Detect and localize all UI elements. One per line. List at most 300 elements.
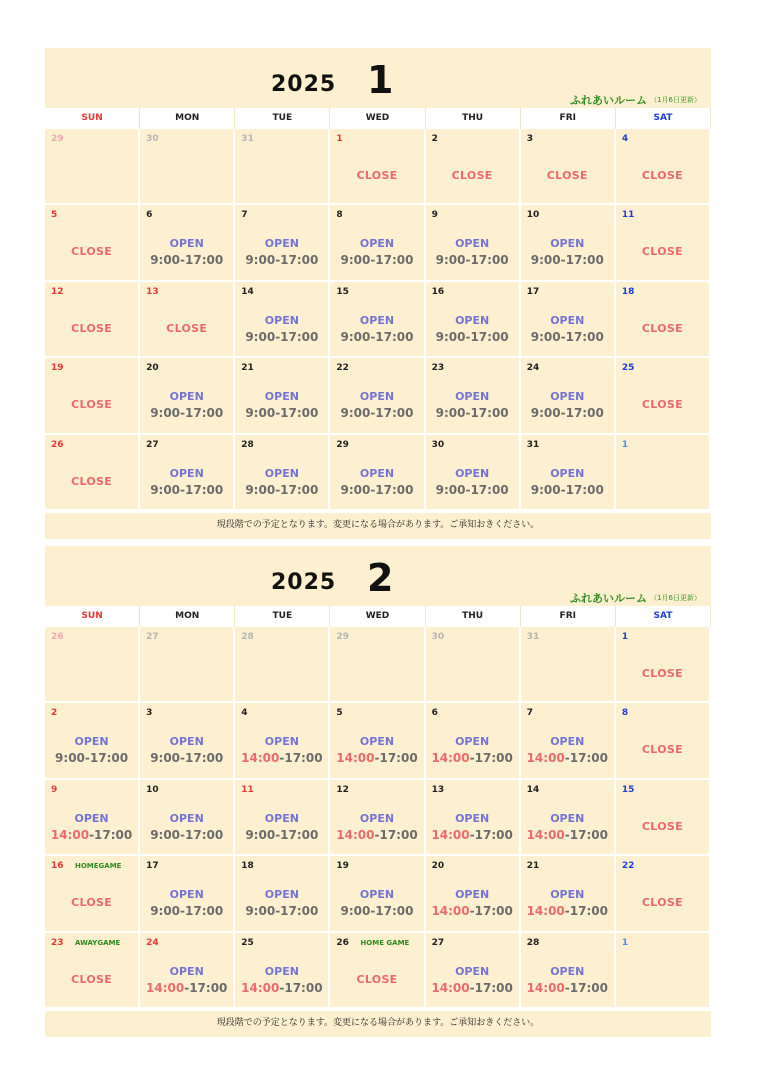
day-number: 13: [146, 286, 159, 297]
status-open: OPEN: [550, 888, 585, 902]
status-open: OPEN: [550, 237, 585, 251]
hours-start: 9:00: [340, 406, 371, 421]
status-close: CLOSE: [641, 743, 683, 757]
day-number: 20: [431, 861, 445, 872]
status-open: OPEN: [550, 313, 585, 327]
opening-hours: [235, 406, 328, 420]
status-open: OPEN: [359, 313, 395, 327]
day-cell: [140, 933, 235, 1009]
hours-end: -17:00: [275, 827, 319, 842]
status-open: OPEN: [169, 888, 204, 902]
hours-start: 14:00: [146, 980, 185, 995]
day-number: 10: [526, 210, 540, 221]
day-cell: [616, 856, 711, 932]
hours-end: -17:00: [180, 827, 224, 842]
status-close: CLOSE: [356, 972, 398, 986]
opening-hours: [521, 751, 614, 765]
status-close: CLOSE: [71, 896, 113, 910]
day-number: 1: [621, 937, 629, 948]
day-cell: [45, 856, 140, 932]
calendar-january: [45, 48, 711, 539]
hours-end: -17:00: [465, 253, 509, 268]
status-open: OPEN: [455, 811, 490, 825]
hours-end: -17:00: [180, 751, 224, 766]
hours-start: 9:00: [530, 329, 561, 344]
opening-hours: [45, 751, 138, 765]
hours-start: 14:00: [336, 751, 375, 766]
day-number: 27: [431, 937, 445, 948]
day-number: 11: [241, 784, 254, 795]
status-close: CLOSE: [71, 321, 113, 335]
hours-start: 14:00: [431, 751, 470, 766]
day-number: 15: [336, 286, 349, 297]
hours-end: -17:00: [465, 482, 509, 497]
opening-hours: [330, 751, 423, 765]
status-close: CLOSE: [641, 896, 683, 910]
day-cell: [616, 129, 711, 205]
day-number: 5: [336, 708, 343, 719]
day-cell: [45, 129, 140, 205]
hours-start: 9:00: [245, 329, 276, 344]
status-close: CLOSE: [71, 245, 113, 259]
status-open: OPEN: [550, 811, 585, 825]
hours-end: -17:00: [560, 406, 604, 421]
status-close: CLOSE: [641, 667, 683, 680]
day-number: 29: [336, 439, 349, 450]
hours-start: 14:00: [431, 980, 470, 995]
day-cell: [140, 282, 235, 358]
status-open: OPEN: [550, 390, 585, 404]
hours-end: -17:00: [370, 329, 414, 344]
status-open: OPEN: [169, 466, 204, 480]
day-cell: [521, 205, 616, 281]
status-open: OPEN: [264, 313, 299, 327]
day-number: 28: [241, 632, 254, 642]
status-open: OPEN: [359, 811, 395, 825]
status-close: CLOSE: [451, 169, 493, 182]
hours-start: 14:00: [241, 980, 280, 995]
day-number: 19: [51, 363, 64, 374]
status-open: OPEN: [74, 735, 109, 749]
day-number: 17: [526, 286, 540, 297]
opening-hours: [235, 751, 328, 765]
status-open: OPEN: [455, 390, 490, 404]
hours-start: 9:00: [150, 904, 181, 919]
day-number: 4: [621, 134, 629, 144]
opening-hours: [140, 406, 233, 420]
weekday-sat: SAT: [616, 606, 711, 627]
weekday-tue: TUE: [235, 108, 330, 129]
hours-end: -17:00: [564, 827, 608, 842]
day-grid: [45, 129, 711, 511]
hours-end: -17:00: [89, 827, 133, 842]
footer-note: 現段階での予定となります。変更になる場合があります。ご承知おきください。: [45, 511, 711, 537]
status-open: OPEN: [264, 888, 299, 902]
day-cell: [330, 435, 425, 511]
day-cell: [235, 282, 330, 358]
status-close: CLOSE: [356, 169, 398, 182]
opening-hours: [140, 751, 233, 765]
day-cell: [330, 282, 425, 358]
day-number: 24: [526, 363, 540, 374]
month-label: 2: [367, 556, 394, 600]
day-cell: [45, 703, 140, 779]
day-number: 25: [241, 937, 254, 948]
day-cell: [616, 358, 711, 434]
day-number: 27: [146, 632, 159, 642]
day-number: 8: [621, 708, 629, 719]
day-cell: [616, 435, 711, 511]
status-open: OPEN: [169, 390, 204, 404]
day-number: 31: [526, 439, 540, 450]
hours-start: 9:00: [150, 253, 181, 268]
day-number: 24: [146, 937, 159, 948]
opening-hours: [140, 483, 233, 497]
hours-end: -17:00: [469, 827, 513, 842]
weekday-wed: WED: [330, 108, 425, 129]
day-cell: [235, 703, 330, 779]
status-close: CLOSE: [71, 972, 113, 986]
hours-end: -17:00: [275, 406, 319, 421]
calendar-february: [45, 546, 711, 1037]
day-number: 5: [51, 210, 58, 221]
day-number: 4: [241, 708, 248, 719]
day-number: 16: [431, 286, 445, 297]
day-number: 28: [241, 439, 254, 450]
day-number: 18: [241, 861, 254, 872]
day-cell: [426, 129, 521, 205]
status-close: CLOSE: [641, 169, 683, 182]
day-number: 15: [621, 784, 635, 795]
hours-start: 14:00: [336, 827, 375, 842]
status-open: OPEN: [455, 237, 490, 251]
hours-start: 9:00: [340, 329, 371, 344]
hours-start: 9:00: [435, 482, 466, 497]
hours-start: 14:00: [526, 827, 565, 842]
opening-hours: [330, 483, 423, 497]
day-cell: [140, 780, 235, 856]
month-label: 1: [367, 58, 394, 102]
hours-start: 9:00: [150, 482, 181, 497]
day-number: 17: [146, 861, 159, 872]
day-number: 25: [621, 363, 635, 374]
day-number: 2: [431, 134, 438, 144]
day-cell: [330, 703, 425, 779]
room-name: ふれあいルーム: [570, 94, 647, 107]
status-open: OPEN: [359, 466, 395, 480]
day-number: 14: [526, 784, 540, 795]
hours-end: -17:00: [370, 482, 414, 497]
day-cell: [616, 205, 711, 281]
status-open: OPEN: [455, 888, 490, 902]
day-cell: [330, 358, 425, 434]
status-open: OPEN: [169, 735, 204, 749]
hours-end: -17:00: [469, 904, 513, 919]
weekday-tue: TUE: [235, 606, 330, 627]
day-cell: [45, 933, 140, 1009]
hours-end: -17:00: [564, 904, 608, 919]
opening-hours: [426, 828, 519, 842]
status-open: OPEN: [455, 735, 490, 749]
hours-start: 14:00: [526, 980, 565, 995]
status-open: OPEN: [550, 466, 585, 480]
weekday-header: [45, 108, 711, 129]
opening-hours: [426, 981, 519, 995]
weekday-fri: FRI: [521, 108, 616, 129]
day-number: 12: [51, 286, 64, 297]
year-label: 2025: [271, 570, 337, 595]
day-cell: [521, 627, 616, 703]
hours-start: 9:00: [340, 904, 371, 919]
day-cell: [521, 129, 616, 205]
day-number: 14: [241, 286, 254, 297]
event-label: HOME GAME: [360, 938, 410, 947]
day-number: 28: [526, 937, 540, 948]
room-name: ふれあいルーム: [570, 592, 647, 605]
day-number: 11: [621, 210, 635, 221]
opening-hours: [235, 330, 328, 344]
day-grid: [45, 627, 711, 1009]
hours-end: -17:00: [465, 406, 509, 421]
day-number: 2: [51, 708, 58, 719]
hours-end: -17:00: [180, 904, 224, 919]
year-label: 2025: [271, 72, 337, 97]
weekday-mon: MON: [140, 606, 235, 627]
day-number: 19: [336, 861, 349, 872]
hours-start: 14:00: [431, 827, 470, 842]
hours-end: -17:00: [560, 253, 604, 268]
opening-hours: [521, 253, 614, 267]
hours-end: -17:00: [184, 980, 228, 995]
day-number: 9: [51, 784, 58, 795]
day-number: 1: [621, 439, 629, 450]
opening-hours: [521, 904, 614, 918]
opening-hours: [235, 483, 328, 497]
hours-start: 9:00: [530, 482, 561, 497]
day-cell: [330, 780, 425, 856]
hours-start: 9:00: [245, 482, 276, 497]
event-label: HOMEGAME: [75, 862, 122, 871]
day-cell: [140, 358, 235, 434]
day-cell: [616, 282, 711, 358]
hours-end: -17:00: [275, 482, 319, 497]
day-cell: [521, 282, 616, 358]
day-number: 12: [336, 784, 349, 795]
day-cell: [140, 627, 235, 703]
day-number: 13: [431, 784, 445, 795]
hours-start: 14:00: [526, 904, 565, 919]
opening-hours: [426, 904, 519, 918]
day-cell: [330, 933, 425, 1009]
opening-hours: [140, 981, 233, 995]
day-cell: [426, 856, 521, 932]
day-number: 1: [336, 134, 343, 144]
day-cell: [426, 435, 521, 511]
day-cell: [235, 129, 330, 205]
hours-end: -17:00: [374, 827, 418, 842]
opening-hours: [521, 828, 614, 842]
day-number: 10: [146, 784, 159, 795]
day-cell: [426, 780, 521, 856]
day-number: 3: [526, 134, 533, 144]
day-cell: [521, 856, 616, 932]
weekday-thu: THU: [426, 108, 521, 129]
status-open: OPEN: [455, 964, 490, 978]
calendar-header: [45, 48, 711, 108]
day-cell: [616, 627, 711, 703]
opening-hours: [235, 981, 328, 995]
hours-end: -17:00: [180, 406, 224, 421]
status-open: OPEN: [264, 964, 299, 978]
status-open: OPEN: [550, 735, 585, 749]
day-cell: [521, 703, 616, 779]
day-cell: [45, 205, 140, 281]
status-close: CLOSE: [166, 321, 208, 335]
day-cell: [426, 282, 521, 358]
hours-end: -17:00: [275, 329, 319, 344]
opening-hours: [235, 828, 328, 842]
day-cell: [330, 205, 425, 281]
opening-hours: [140, 904, 233, 918]
hours-end: -17:00: [469, 980, 513, 995]
hours-end: -17:00: [279, 751, 323, 766]
day-cell: [235, 358, 330, 434]
status-open: OPEN: [359, 888, 395, 902]
status-open: OPEN: [359, 237, 395, 251]
day-cell: [426, 627, 521, 703]
status-open: OPEN: [264, 466, 299, 480]
hours-end: -17:00: [469, 751, 513, 766]
footer-note: 現段階での予定となります。変更になる場合があります。ご承知おきください。: [45, 1009, 711, 1035]
status-close: CLOSE: [546, 169, 588, 182]
day-number: 16: [51, 861, 64, 872]
updated-note: （1月6日更新）: [650, 96, 701, 104]
status-open: OPEN: [74, 811, 109, 825]
hours-start: 9:00: [435, 329, 466, 344]
day-cell: [330, 856, 425, 932]
day-cell: [426, 933, 521, 1009]
hours-end: -17:00: [560, 482, 604, 497]
status-open: OPEN: [169, 964, 204, 978]
hours-start: 9:00: [245, 904, 276, 919]
day-cell: [140, 856, 235, 932]
day-number: 8: [336, 210, 343, 221]
day-cell: [521, 435, 616, 511]
day-number: 31: [241, 134, 254, 144]
hours-start: 9:00: [55, 751, 85, 766]
day-cell: [330, 129, 425, 205]
hours-end: -17:00: [180, 482, 224, 497]
hours-end: -17:00: [564, 751, 608, 766]
hours-end: -17:00: [370, 406, 414, 421]
weekday-sat: SAT: [616, 108, 711, 129]
day-number: 30: [431, 632, 445, 642]
day-cell: [235, 780, 330, 856]
updated-note: （1月6日更新）: [650, 594, 701, 602]
day-number: 9: [431, 210, 438, 221]
hours-end: -17:00: [465, 329, 509, 344]
opening-hours: [330, 406, 423, 420]
status-open: OPEN: [455, 313, 490, 327]
weekday-mon: MON: [140, 108, 235, 129]
day-cell: [330, 627, 425, 703]
hours-start: 9:00: [340, 253, 371, 268]
status-close: CLOSE: [641, 245, 683, 259]
hours-start: 9:00: [150, 751, 181, 766]
weekday-fri: FRI: [521, 606, 616, 627]
hours-end: -17:00: [279, 980, 323, 995]
day-cell: [426, 703, 521, 779]
status-open: OPEN: [264, 390, 299, 404]
day-number: 23: [431, 363, 445, 374]
day-cell: [521, 358, 616, 434]
event-label: AWAYGAME: [75, 938, 121, 947]
opening-hours: [426, 406, 519, 420]
status-close: CLOSE: [641, 321, 683, 335]
day-cell: [235, 627, 330, 703]
hours-start: 14:00: [241, 751, 280, 766]
day-number: 20: [146, 363, 159, 374]
opening-hours: [235, 253, 328, 267]
hours-start: 14:00: [50, 827, 90, 842]
day-cell: [140, 129, 235, 205]
hours-start: 9:00: [150, 406, 181, 421]
day-number: 6: [146, 210, 153, 221]
hours-start: 9:00: [435, 406, 466, 421]
day-number: 23: [51, 937, 64, 948]
status-close: CLOSE: [71, 398, 113, 412]
status-close: CLOSE: [641, 819, 683, 833]
hours-start: 9:00: [340, 482, 371, 497]
weekday-header: [45, 606, 711, 627]
opening-hours: [426, 330, 519, 344]
opening-hours: [521, 406, 614, 420]
day-cell: [616, 933, 711, 1009]
hours-start: 9:00: [530, 406, 561, 421]
day-number: 1: [621, 632, 629, 642]
calendar-header: [45, 546, 711, 606]
hours-end: -17:00: [84, 751, 129, 766]
day-cell: [45, 627, 140, 703]
status-open: OPEN: [264, 237, 299, 251]
status-open: OPEN: [169, 237, 204, 251]
day-cell: [235, 205, 330, 281]
opening-hours: [521, 483, 614, 497]
opening-hours: [330, 253, 423, 267]
hours-end: -17:00: [370, 253, 414, 268]
opening-hours: [140, 828, 233, 842]
hours-start: 9:00: [245, 253, 276, 268]
day-number: 22: [336, 363, 349, 374]
hours-start: 9:00: [245, 827, 276, 842]
opening-hours: [140, 253, 233, 267]
day-number: 29: [51, 134, 64, 144]
day-cell: [235, 435, 330, 511]
day-number: 6: [431, 708, 438, 719]
day-cell: [616, 780, 711, 856]
status-open: OPEN: [264, 735, 299, 749]
day-cell: [616, 703, 711, 779]
opening-hours: [330, 904, 423, 918]
hours-end: -17:00: [275, 904, 319, 919]
day-number: 7: [241, 210, 248, 221]
day-cell: [140, 435, 235, 511]
day-cell: [140, 205, 235, 281]
day-cell: [140, 703, 235, 779]
status-open: OPEN: [550, 964, 585, 978]
day-number: 26: [51, 439, 64, 450]
day-number: 30: [431, 439, 445, 450]
